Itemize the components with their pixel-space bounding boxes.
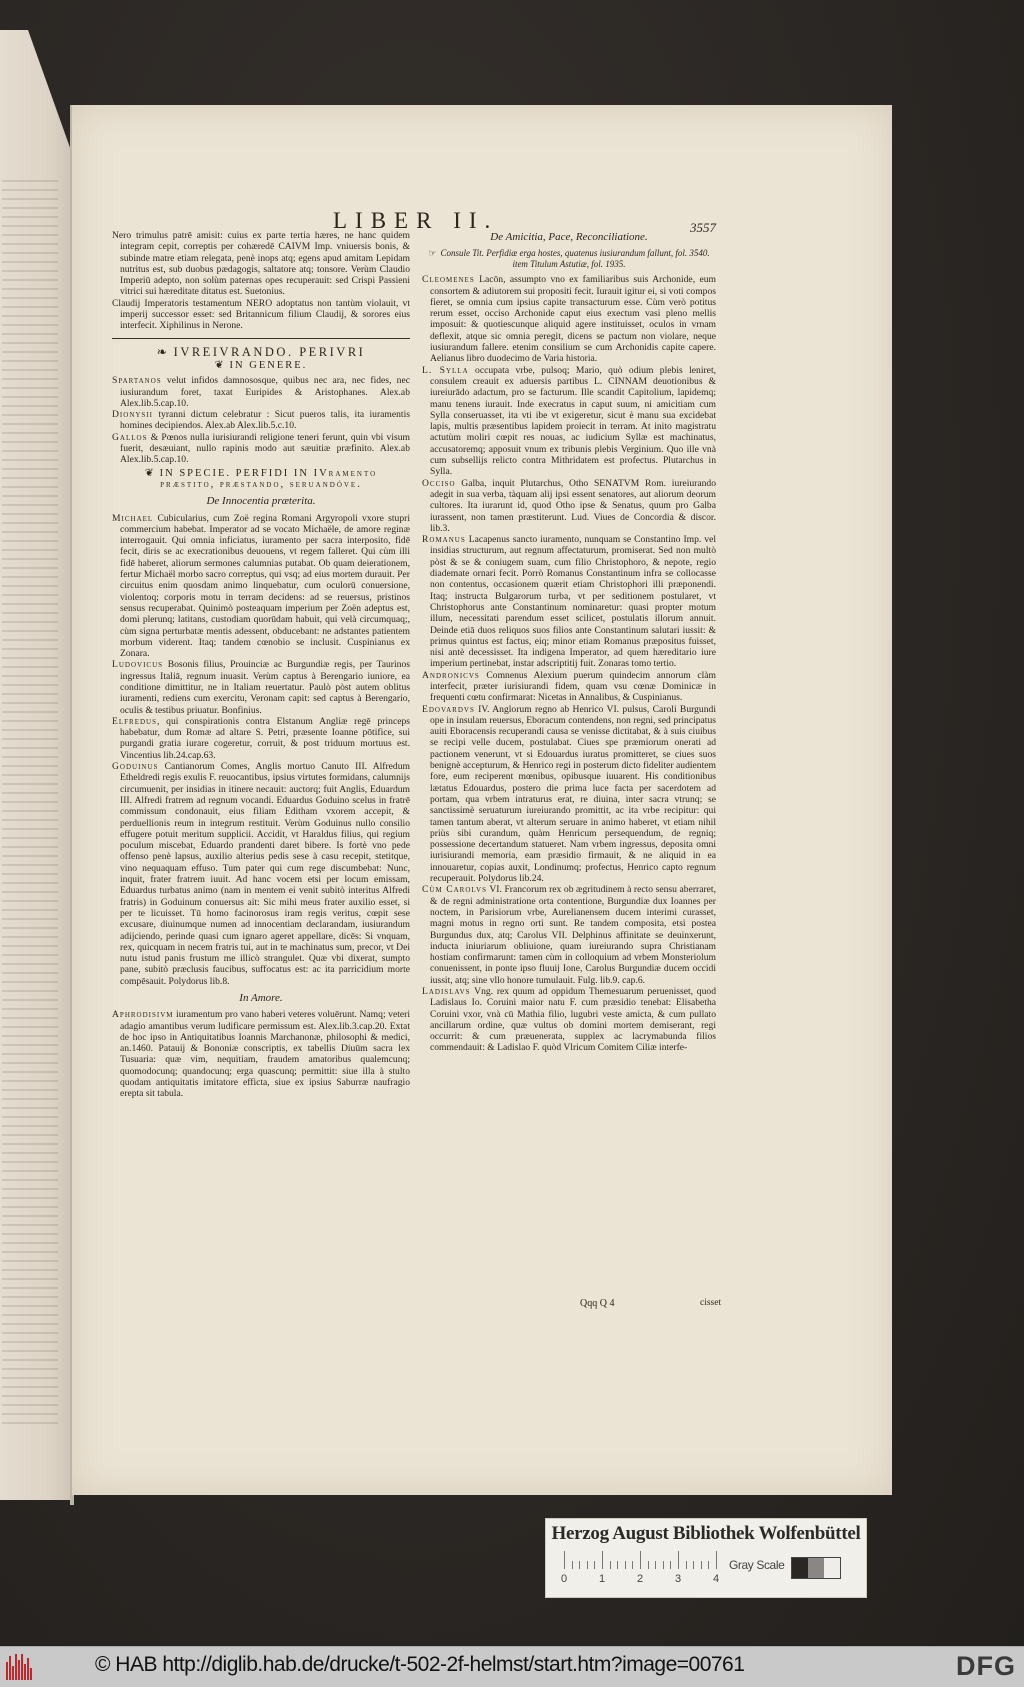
facing-page-edge bbox=[0, 30, 70, 1500]
paragraph: L. Sylla occupata vrbe, pulsoq; Mario, quò odium plebis leniret, consulem creauit ex aduersis partibus L. CINNAM deuotionibus & iureiurādo adactum, pro se facturum. Ille scandit Capitolium, lapidemq; manu tenens iurauit. Inde execratus in caput suum, ni amicitiam cum Sylla conseruasset, ita vti ibe vt exigeretur, sicut è manu sua excidebat lapis, multis præsentibus lapidem proiecit in terram. At inito magistratu actutùm moliri cœpit res nouas, ac iudicium Syllæ est machinatus, accusatoremq; apposuit vnum ex tribunis plebis Verginium. Quo ille vnà cum subsellijs relicto contra Mithridatem est profectus. Plutarchus in Sylla. bbox=[422, 364, 717, 478]
ruler-label: 2 bbox=[637, 1573, 644, 1585]
scale-ruler bbox=[561, 1551, 720, 1585]
library-name: Herzog August Bibliothek Wolfenbüttel bbox=[551, 1523, 861, 1544]
left-column bbox=[112, 230, 410, 1100]
running-head: LIBER II. bbox=[333, 208, 499, 233]
paragraph: Cleomenes Lacōn, assumpto vno ex familiaribus suis Archonide, eum consortem & adiutorem sui propositi fecit. Iurauit igitur ei, si voti compos fieret, se omnia cum ipsius capite transacturum esse. Cùm verò potitus rerum esset, occiso Archonide caput eius exectum vasi pleno mellis imposuit: & quotiescunque aliquid agere instituisset, oculos in vrnam deflexit, atque sic omnia peregit, dicens se pactum non violare, neque iusiurandum fallere. etenim consilium se cum Archonidis capite capere. Aelianus libro duodecimo de Varia historia. bbox=[422, 274, 716, 365]
paragraph: Gallos & Pœnos nulla iurisiurandi religione teneri ferunt, quin vbi visum fuerit, desæuiant, nullo rapinis modo aut sæuitiæ præfinito. Alex.ab Alex.lib.5.cap.10. bbox=[112, 431, 410, 466]
paragraph: Claudij Imperatoris testamentum NERO adoptatus non tantùm violauit, vt imperij successor esset: sed Britannicum filium Claudij, & sorores eius interfecit. Xiphilinus in Nerone. bbox=[112, 297, 410, 332]
folio-number: 3557 bbox=[690, 220, 716, 235]
paragraph: Goduinus Cantianorum Comes, Anglis mortuo Canuto III. Alfredum Etheldredi regis exulis F. reuocantibus, ipsius virtutes formidans, calumnijs circumuenit, per insidias in itinere necauit: auctorq; fuit Anglis, Eduardum III. Alfredi fratrem ad regnum vocandi. Eduardus Goduino scelus in fratrē commissum condonauit, eius filiam Editham vxorem accepit, & perduellionis reum in integrum restituit. Verùm Goduinus nullo consilio effugere potuit meritum supplicii. Accidit, vt Haraldus filius, qui regium poculum miscebat, Eduardo prandenti daret bibere. Is fortè vno pede offenso penè lapsus, auxilio alterius pedis sese à casu recepit, stetitque, vino nequaquam effuso. Tum pater qui cum rege discumbebat: Nunc, inquit, frater fratrem iuuit. Ad hanc vocem etsi per locum emissam, Eduardus turbatus animo (nam in mentem ei venit subitò interitus Alfredi fratris) in Goduinum conuersus ait: Sic mihi meus frater auxilio esset, si per te licuisset. Tū homo facinorosus iram regis veritus, cœpit sese excusare, diuinumque numen ad innocentiam declarandam, iusiurandum adijciendo, perinde quasi cum ignaro ageret appellare, dicēs: Si vnquam, rex, quicquam in necem fratris tui, aut in te machinatus sum, precor, vt Dei nutu istud panis frustum me illicò strangulet. Quæ vbi dixerat, sumpto pane, subitò præclusis faucibus, suffocatus est: ac ita parricidium morte compēsauit. Polydorus lib.8. bbox=[112, 761, 410, 987]
paragraph: Ladislavs Vng. rex quum ad oppidum Themesuarum peruenisset, quod Ladislaus Io. Coruini maior natu F. cum præsidio tenebat: Elisabetha Coruini vxor, vnà cū Mathia filio, lugubri veste amicta, & cum pullato ancillarum ordine, quæ vultus ob domini mortem demiserant, regi occurrit: & cum præuenerata, supplex ac lacrymabunda filios commendauit: & Ladislao F. quòd Vlricum Comitem Ciliæ interfe- bbox=[422, 986, 716, 1054]
paragraph: Nero trimulus patrē amisit: cuius ex parte tertia hæres, ne hanc quidem integram cepit, correptis per cohæredē CAIVM Imp. vniuersis bonis, & subinde matre etiam relegata, penè inops atq; egens apud amitam Lepidam nutritus est, sub duobus pædagogis, saltatore atq; tonsore. Verùm Claudio Imperiū adepto, non solùm paternas opes recuperauit: sed Crispi Passieni vitrici sui hæreditate ditatus est. Suetonius. bbox=[112, 230, 410, 298]
fleuron-icon: ❦ bbox=[144, 467, 156, 479]
source-url-link[interactable]: © HAB http://diglib.hab.de/drucke/t-502-2f-helmst/start.htm?image=00761 bbox=[95, 1653, 745, 1676]
paragraph: Spartanos velut infidos damnososque, quibus nec ara, nec fides, nec iusiurandum foret, taxat Euripides & Aristophanes. Alex.ab Alex.lib.5.cap.10. bbox=[112, 375, 410, 409]
paragraph: Michael Cubicularius, cum Zoë regina Romani Argyropoli vxore stupri commercium habebat. Imperator ad se vocato Michaële, de amore reginæ interrogauit. Qui omnia inficiatus, iuramento per sacra interposito, fidē fecit, diris se ac execrationibus deuouens, vt regem falleret. Qui cùm illi fidē haberet, aliorum sermones calumnias putabat. Ob quam deierationem, fertur Michaël morbo sacro correptus, qui vsq; ad eius mortem durauit. Per circuitus enim quosdam animo linquebatur, cum oculorū conuersione, violentoq; corporis motu in terram decidens: ad se reuersus, pristinos sensus recuperabat. Quinimò posteaquam imperium per Zoën adeptus est, domi plerunq; latitans, custodiam quorūdam habuit, qui velà circumquaq;, cùm signa perturbatæ mentis adessent, obducebant: ne adstantes patientem morbum viderent. Itaq; tandem cœnobio se inclusit. Cuspinianus ex Zonara. bbox=[112, 512, 410, 660]
heading-amore: In Amore. bbox=[239, 992, 283, 1004]
paragraph: Edovardvs IV. Anglorum regno ab Henrico VI. pulsus, Caroli Burgundi ope in insulam reuersus, Eboracum contendens, non regni, sed principatus auiti Eboracensis recuperandi causa se venisse dictitabat, & à suis ciuibus se recipi velle ducem, postulabat. Ciues spe præmiorum onerati ad pactionem venerunt, vt si Edouardus iuratus promitteret, se ciues suos benignè accepturum, & Henrico regi in posterum dicto fideliter audientem fore, eum reciperent mœnibus, opibusque iuuarent. His conditionibus lætatus Edouardus, postero die prima luce facta per sacerdotem ad portam, qua vrbem intraturus erat, re diuina, inter sacra vtrunq; se sanctissimè seruaturum iureiurando promittit, ac ita vrbe recipitur: qui tamen tantum aberat, vt alterum seruare in animo haberet, vt etiam nihil priùs sibi curandum, quàm Henricum persequendum, de regniq; possessione decertandum statueret. Nam vrbem ingressus, deposita omni iurisiurandi memoria, eam præsidio firmauit, & ne aliquid in ea innouaretur, copias auxit, Londinumq; profectus, Henrico capto regnum recuperauit. Polydorus lib.24. bbox=[422, 703, 716, 885]
paragraph: Occiso Galba, inquit Plutarchus, Otho SENATVM Rom. iureiurando adegit in sua verba, tàquam alij ipsi essent senatores, aut aliorum deorum cultores. Ita iurarunt id, quod Otho ipse & Senatus, quum pro Galba iurassent, non tamen præstiterunt. Lud. Viues de Concordia & discor. lib.3. bbox=[422, 477, 716, 534]
paragraph: Romanus Lacapenus sancto iuramento, nunquam se Constantino Imp. vel insidias structurum, aut regnum affectaturum, promiserat. Sed non multò pòst & se & coniugem suam, cum filio Christophoro, & nepote, regio diademate ornari fecit. Porrò Romanus Constantinum infra se collocasse non contentus, occasionem quærit etiam Christophori illi præponendi. Itaq; instructa Bulgarorum turba, vt per seditionem postularet, vt Christophorus ante Constantinum nominaretur: quasi propter motum illum, necessitati parendum esset scilicet, postulatis illorum annuit. Deinde etiā duos reliquos suos filios ante Constantinum salutari iussit: & primus quintus est factus, eiq; minor etiam Romanus præpositus fuisset, nisi antè decessisset. Ita indigena Imperator, ad quem hæreditario iure imperium pertinebat, instar adscriptitij fuit. Zonaras tomo tertio. bbox=[422, 534, 716, 670]
paragraph: Dionysii tyranni dictum celebratur : Sicut pueros talis, ita iuramentis homines decipiendos. Alex.ab Alex.lib.5.c.10. bbox=[112, 409, 410, 432]
subsection-title: ❦ IN GENERE. bbox=[214, 359, 308, 371]
gray-scale-swatch bbox=[791, 1557, 841, 1579]
ruler-label: 1 bbox=[599, 1573, 606, 1585]
heading-innocentia: De Innocentia præterita. bbox=[206, 495, 316, 508]
ruler-label: 3 bbox=[675, 1573, 682, 1585]
catchword: cisset bbox=[700, 1298, 722, 1308]
printer-signature: Qqq Q 4 bbox=[580, 1298, 615, 1309]
fleuron-icon: ❧ bbox=[156, 344, 170, 359]
paragraph: Elfredus, qui conspirationis contra Elstanum Angliæ regē princeps habebatur, dum Romæ ad altare S. Petri, præsente Ioanne pōtifice, sui purgandi gratia iurare cogeretur, corruit, & post triduum mortuus est. Vincentius lib.24.cap.63. bbox=[112, 715, 410, 761]
library-color-card bbox=[545, 1518, 867, 1598]
cross-reference: ☞ Consule Tit. Perfidiæ erga hostes, quatenus iusiurandum fallunt, fol. 3540. item Titulum Astutiæ, fol. 1935. bbox=[428, 248, 710, 270]
section-title: ❧ IVREIVRANDO. PERIVRI bbox=[156, 344, 366, 359]
hab-logo-icon bbox=[6, 1654, 32, 1680]
gray-scale-label: Gray Scale bbox=[729, 1558, 785, 1572]
heading-amicitia: De Amicitia, Pace, Reconciliatione. bbox=[490, 231, 648, 243]
paragraph: Ludovicus Bosonis filius, Prouinciæ ac Burgundiæ regis, per Taurinos ingressus Italiā, regnum inuasit. Verùm captus à Berengario iuniore, ea conditione dimittitur, ne in Italiam reuertatur. Paulò pòst autem oblitus iuramenti, rediens cum exercitu, Veronam capit: sed captus à Berengario, oculis & testibus priuatur. Bonfinius. bbox=[112, 659, 410, 716]
paragraph: Andronicvs Comnenus Alexium puerum quindecim annorum clàm interfecit, præter iurisiurandi fidem, quam vsu cœnæ Dominicæ in frequenti cœtu confirmarat: Nicetas in Annalibus, & Cuspinianus. bbox=[422, 669, 716, 704]
dfg-logo: DFG bbox=[956, 1651, 1016, 1681]
ruler-label: 4 bbox=[713, 1573, 720, 1585]
ruler-label: 0 bbox=[561, 1573, 568, 1585]
right-column bbox=[422, 226, 716, 1054]
subsection-title: ❦ IN SPECIE. PERFIDI IN IVramento præstito, præstando, seruandóve. bbox=[144, 467, 378, 490]
section-divider bbox=[112, 338, 410, 339]
pointing-hand-icon: ☞ bbox=[428, 248, 437, 259]
facing-page-text bbox=[2, 180, 58, 1430]
footer-bar bbox=[0, 1646, 1024, 1687]
paragraph: Aphrodisivm iuramentum pro vano haberi veteres voluērunt. Namq; veteri adagio amantibus verum ludificare permissum est. Alex.lib.3.cap.20. Extat de hoc ipso in Antiquitatibus Ioannis Marchanonæ, philosophi & medici, an.1460. Patauij & Bononiæ conscriptis, ex tabellis Diuūm sacra lex Tusuaria: quæ vim, nequitiam, fraudem amatoribus qualemcunq; quomodocunq; quandocunq; erga quascunq; permittit: siue illa à stulto quodam antiquitatis imitatore efficta, siue ex ipsius Saburræ naufragio erepta sit tabula. bbox=[112, 1009, 410, 1100]
paragraph: Cùm Carolvs VI. Francorum rex ob ægritudinem à recto sensu aberraret, & de regni administratione orta contentione, Burgundiæ dux Ioannes per noctem, in Parisiorum vrbe, Aurelianensem ducem interimi curasset, magni motus in regno orti sunt. Re tandem composita, etsi postea Burgundus dux, atq; Carolus VII. Delphinus affinitate se deuinxerunt, inducta iniuriarum obliuione, quam iureiurando supra Christianam hostiam confirmarunt: tamen cùm in colloquium ad vrbem Monsteriolum conuenissent, in ponte ipso fluuij Ione, Carolus Burgundiæ ducem occidi iussit, atq; sine vllo honore tumulauit. Fulg. lib.9. cap.6. bbox=[422, 884, 716, 986]
fleuron-icon: ❦ bbox=[214, 359, 226, 371]
